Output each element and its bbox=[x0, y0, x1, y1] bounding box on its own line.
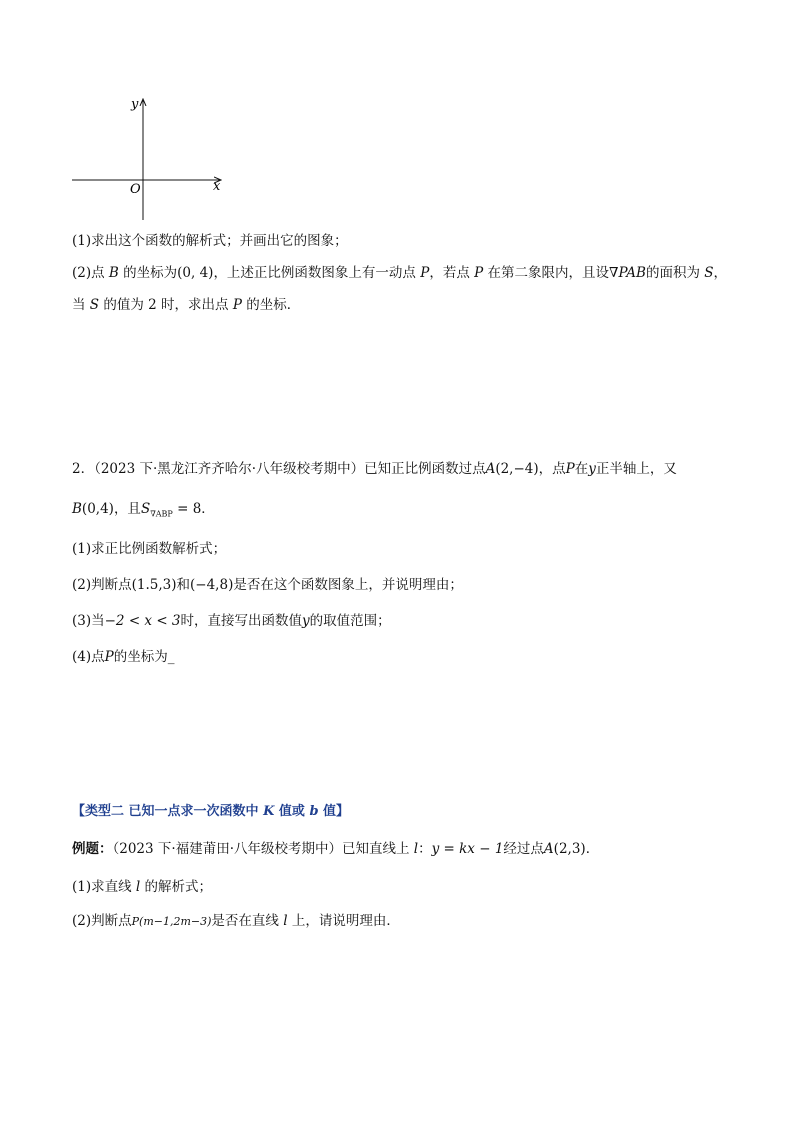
point-1: (1.5,3) bbox=[131, 577, 177, 593]
x-axis-label: x bbox=[213, 179, 221, 194]
text: ． bbox=[585, 841, 600, 857]
var-K: K bbox=[263, 804, 275, 819]
text: ． bbox=[201, 501, 215, 517]
q1-part2 bbox=[72, 264, 727, 282]
text: 值或 bbox=[274, 804, 310, 819]
var-A: A bbox=[543, 841, 554, 857]
q1-part1-text: (1)求出这个函数的解析式；并画出它的图象； bbox=[72, 233, 348, 249]
text: 是否在直线 bbox=[211, 913, 284, 929]
q2-stem bbox=[72, 460, 677, 478]
text: 当 bbox=[72, 297, 90, 313]
text: 2．（2023 下·黑龙江齐齐哈尔·八年级校考期中）已知正比例函数过点 bbox=[72, 461, 486, 477]
var-A: A bbox=[485, 461, 496, 477]
q2-part3 bbox=[72, 612, 391, 630]
q2-stem-line2 bbox=[72, 500, 215, 524]
var-S: S bbox=[89, 297, 100, 313]
var-P: P bbox=[232, 297, 242, 313]
text: 和 bbox=[176, 577, 191, 593]
var-l: l bbox=[135, 879, 141, 895]
text: 的坐标为_ bbox=[113, 649, 175, 665]
var-P: P bbox=[565, 461, 575, 477]
equation: y = kx − 1 bbox=[431, 841, 504, 857]
coord-A: (2,−4) bbox=[495, 461, 539, 477]
var-S: S bbox=[140, 501, 151, 517]
var-l: l bbox=[413, 841, 419, 857]
text: (2)判断点 bbox=[72, 577, 132, 593]
var-y: y bbox=[588, 461, 596, 477]
var-P: P bbox=[420, 265, 430, 281]
var-l: l bbox=[283, 913, 288, 929]
text: 经过点 bbox=[503, 841, 544, 857]
var-B: B bbox=[108, 265, 119, 281]
text: (1)求直线 bbox=[72, 879, 136, 895]
text: ，点 bbox=[538, 461, 566, 477]
text: 的坐标为 bbox=[118, 265, 178, 281]
coord-B: (0,4) bbox=[81, 501, 114, 517]
origin-label: O bbox=[130, 182, 141, 197]
var-b: b bbox=[309, 804, 319, 819]
var-P: P bbox=[104, 649, 114, 665]
triangle-PAB: ∇PAB bbox=[609, 265, 646, 281]
coord-A: (2,3) bbox=[553, 841, 586, 857]
text: 的坐标． bbox=[241, 297, 301, 313]
q2-part1 bbox=[72, 540, 226, 558]
text: ，且 bbox=[113, 501, 141, 517]
inequality: −2 < x < 3 bbox=[104, 613, 181, 629]
text: (4)点 bbox=[72, 649, 105, 665]
text: 上，请说明理由． bbox=[287, 913, 400, 929]
text: 的取值范围； bbox=[309, 613, 391, 629]
var-B: B bbox=[72, 501, 82, 517]
point-P: P(m−1,2m−3) bbox=[131, 915, 212, 928]
q1-part1 bbox=[72, 232, 348, 250]
example-label: 例题： bbox=[72, 841, 113, 857]
subscript-ABP: ∇ABP bbox=[150, 509, 173, 519]
text: ，若点 bbox=[429, 265, 475, 281]
q1-part3 bbox=[72, 296, 300, 314]
var-y: y bbox=[302, 613, 310, 629]
example-part1 bbox=[72, 878, 212, 896]
equation: = 8 bbox=[172, 501, 202, 517]
text: 是否在这个函数图象上，并说明理由； bbox=[233, 577, 463, 593]
text: 【类型二 已知一点求一次函数中 bbox=[72, 804, 264, 819]
text: (1)求正比例函数解析式； bbox=[72, 541, 227, 557]
text: 时，直接写出函数值 bbox=[180, 613, 303, 629]
text: 在 bbox=[574, 461, 589, 477]
text: ，上述正比例函数图象上有一动点 bbox=[213, 265, 421, 281]
text: 值】 bbox=[318, 804, 350, 819]
text: 的值为 2 时，求出点 bbox=[99, 297, 233, 313]
point-2: (−4,8) bbox=[190, 577, 234, 593]
text: ： bbox=[418, 841, 432, 857]
text: (3)当 bbox=[72, 613, 105, 629]
coordinate-axes-diagram bbox=[60, 90, 240, 225]
var-S: S bbox=[704, 265, 714, 281]
q2-part2 bbox=[72, 576, 463, 594]
var-P: P bbox=[474, 265, 484, 281]
text: (2)判断点 bbox=[72, 913, 132, 929]
text: （2023 下·福建莆田·八年级校考期中）已知直线上 bbox=[112, 841, 414, 857]
text: 的面积为 bbox=[645, 265, 705, 281]
example-stem bbox=[72, 840, 599, 858]
q2-part4 bbox=[72, 648, 174, 666]
section-heading bbox=[72, 803, 349, 821]
text: 的解析式； bbox=[140, 879, 213, 895]
text: 正半轴上，又 bbox=[595, 461, 677, 477]
coord-B: (0, 4) bbox=[177, 265, 214, 281]
example-part2 bbox=[72, 912, 400, 931]
y-axis-label: y bbox=[131, 97, 139, 112]
text: 在第二象限内，且设 bbox=[483, 265, 610, 281]
text: (2)点 bbox=[72, 265, 109, 281]
text: ， bbox=[713, 265, 728, 281]
